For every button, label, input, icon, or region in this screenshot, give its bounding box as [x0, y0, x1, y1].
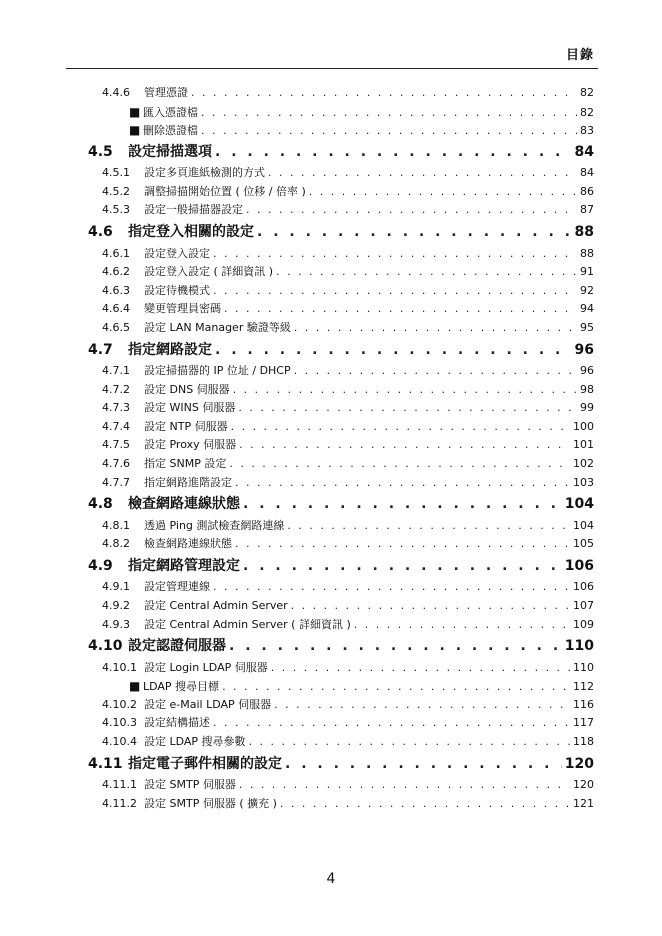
toc-subsection-row [102, 201, 594, 220]
toc-title: 設定 Proxy 伺服器 [144, 438, 237, 452]
toc-number: 4.7.2 [102, 382, 130, 396]
toc-page-number: 109 [573, 617, 594, 631]
toc-subsection-row [102, 795, 594, 814]
toc-subsection-row [102, 245, 594, 264]
toc-page-number: 99 [580, 401, 594, 415]
table-of-contents [0, 84, 662, 813]
toc-subsection-row [102, 282, 594, 301]
toc-leader-dots [229, 634, 562, 659]
toc-section-row [88, 140, 594, 165]
toc-leader-dots [246, 201, 577, 220]
toc-subsection-row [102, 381, 594, 400]
toc-bullet-row [129, 677, 594, 696]
toc-number: 4.10.2 [102, 697, 137, 711]
toc-subsection-row [102, 714, 594, 733]
toc-title: 設定多頁進紙檢測的方式 [144, 166, 265, 180]
toc-page-number: 96 [580, 364, 594, 378]
toc-section-row [88, 220, 594, 245]
toc-leader-dots [268, 164, 577, 183]
toc-page-number: 82 [580, 105, 594, 119]
toc-number: 4.5.3 [102, 203, 130, 217]
toc-number: 4.8.2 [102, 537, 130, 551]
toc-subsection-row [102, 616, 594, 635]
toc-page-number: 118 [573, 735, 594, 749]
toc-page-number: 87 [580, 203, 594, 217]
toc-section-row [88, 752, 594, 777]
toc-number: 4.6.5 [102, 320, 130, 334]
toc-page-number: 91 [580, 265, 594, 279]
toc-subsection-row [102, 362, 594, 381]
toc-number: 4.5.1 [102, 166, 130, 180]
toc-title: 設定 SMTP 伺服器 [144, 778, 236, 792]
toc-page-number: 84 [580, 166, 594, 180]
toc-leader-dots [224, 300, 577, 319]
toc-number: 4.10 [88, 638, 123, 655]
toc-page-number: 103 [573, 475, 594, 489]
toc-subsection-row [102, 300, 594, 319]
toc-number: 4.9.3 [102, 617, 130, 631]
toc-number: 4.9.1 [102, 580, 130, 594]
toc-title: 設定掃描選項 [128, 143, 212, 160]
toc-number: 4.6.2 [102, 265, 130, 279]
toc-title: 變更管理員密碼 [144, 302, 221, 316]
toc-page-number: 117 [573, 716, 594, 730]
toc-leader-dots [257, 220, 572, 245]
bullet-marker: ■ [129, 104, 141, 119]
toc-number: 4.7.5 [102, 438, 130, 452]
toc-title: 設定 SMTP 伺服器 ( 擴充 ) [144, 796, 277, 810]
toc-title: 指定網路管理設定 [128, 557, 240, 574]
toc-title: 刪除憑證檔 [143, 124, 198, 138]
toc-page-number: 92 [580, 283, 594, 297]
toc-title: 設定待機模式 [144, 283, 210, 297]
toc-page-number: 112 [573, 680, 594, 694]
toc-number: 4.8.1 [102, 518, 130, 532]
toc-leader-dots [276, 263, 577, 282]
toc-number: 4.4.6 [102, 86, 130, 99]
toc-subsection-row [102, 659, 594, 678]
toc-page-number: 88 [574, 224, 594, 241]
page-number: 4 [326, 871, 336, 887]
toc-title: 設定認證伺服器 [128, 638, 226, 655]
toc-leader-dots [291, 597, 570, 616]
toc-title: 設定 DNS 伺服器 [144, 382, 230, 396]
toc-page-number: 120 [564, 755, 594, 772]
toc-title: 設定 Central Admin Server ( 詳細資訊 ) [144, 617, 351, 631]
toc-title: 設定 LAN Manager 驗證等級 [144, 320, 291, 334]
toc-subsection-row [102, 436, 594, 455]
toc-number: 4.6.3 [102, 283, 130, 297]
toc-title: LDAP 搜尋目標 [143, 680, 220, 694]
toc-leader-dots [287, 517, 570, 536]
toc-number: 4.7 [88, 341, 113, 358]
toc-page-number: 102 [573, 457, 594, 470]
toc-page-number: 95 [580, 320, 594, 334]
toc-title: 檢查網路連線狀態 [128, 496, 240, 513]
toc-bullet-row [129, 103, 594, 122]
toc-page-number: 116 [573, 697, 594, 711]
toc-section-row [88, 634, 594, 659]
toc-title: 指定登入相關的設定 [128, 224, 254, 241]
toc-leader-dots [294, 319, 577, 338]
toc-section-row [88, 492, 594, 517]
toc-subsection-row [102, 84, 594, 103]
toc-leader-dots [213, 245, 577, 264]
toc-title: 設定結構描述 [144, 716, 210, 730]
toc-title: 設定登入設定 [144, 246, 210, 260]
toc-subsection-row [102, 696, 594, 715]
toc-title: 設定 NTP 伺服器 [144, 419, 228, 433]
toc-subsection-row [102, 597, 594, 616]
toc-page-number: 101 [573, 438, 594, 452]
toc-number: 4.10.4 [102, 735, 137, 749]
toc-page-number: 86 [580, 184, 594, 198]
toc-title: 匯入憑證檔 [143, 105, 198, 119]
toc-subsection-row [102, 164, 594, 183]
toc-number: 4.11.2 [102, 796, 137, 810]
toc-title: 設定 WINS 伺服器 [144, 401, 236, 415]
bullet-marker: ■ [129, 123, 141, 138]
toc-leader-dots [354, 616, 570, 635]
toc-number: 4.11 [88, 755, 123, 772]
toc-leader-dots [294, 362, 577, 381]
toc-number: 4.6 [88, 224, 113, 241]
toc-page-number: 94 [580, 302, 594, 316]
toc-title: 設定 e-Mail LDAP 伺服器 [144, 697, 272, 711]
toc-leader-dots [229, 455, 570, 474]
toc-page-number: 82 [580, 86, 594, 99]
toc-leader-dots [271, 659, 570, 678]
toc-leader-dots [249, 733, 570, 752]
toc-leader-dots [191, 84, 577, 103]
toc-leader-dots [274, 696, 570, 715]
toc-number: 4.7.7 [102, 475, 130, 489]
toc-page-number: 104 [573, 518, 594, 532]
toc-title: 設定掃描器的 IP 位址 / DHCP [144, 364, 291, 378]
toc-subsection-row [102, 455, 594, 474]
toc-title: 調整掃描開始位置 ( 位移 / 倍率 ) [144, 184, 306, 198]
header-divider [66, 68, 598, 69]
toc-page-number: 104 [564, 496, 594, 513]
toc-subsection-row [102, 578, 594, 597]
toc-page-number: 100 [573, 419, 594, 433]
toc-number: 4.9.2 [102, 598, 130, 612]
toc-title: 指定網路進階設定 [144, 475, 232, 489]
toc-leader-dots [215, 338, 572, 363]
toc-page-number: 105 [573, 537, 594, 551]
toc-subsection-row [102, 418, 594, 437]
toc-number: 4.6.4 [102, 302, 130, 316]
toc-leader-dots [280, 795, 570, 814]
toc-page-number: 88 [580, 246, 594, 260]
toc-section-row [88, 338, 594, 363]
toc-page-number: 83 [580, 124, 594, 138]
toc-subsection-row [102, 776, 594, 795]
toc-subsection-row [102, 183, 594, 202]
toc-page-number: 98 [580, 382, 594, 396]
toc-leader-dots [213, 282, 577, 301]
toc-number: 4.7.4 [102, 419, 130, 433]
toc-number: 4.5 [88, 143, 113, 160]
toc-leader-dots [239, 436, 570, 455]
toc-title: 透過 Ping 測試檢查網路連線 [144, 518, 285, 532]
toc-leader-dots [239, 776, 570, 795]
toc-page-number: 120 [573, 778, 594, 792]
toc-leader-dots [309, 183, 577, 202]
toc-section-row [88, 554, 594, 579]
toc-number: 4.7.3 [102, 401, 130, 415]
toc-leader-dots [215, 140, 572, 165]
toc-number: 4.6.1 [102, 246, 130, 260]
toc-leader-dots [285, 752, 562, 777]
bullet-marker: ■ [129, 679, 141, 694]
toc-leader-dots [213, 714, 570, 733]
toc-number: 4.5.2 [102, 184, 130, 198]
page-header-title: 目錄 [565, 48, 594, 63]
toc-title: 設定一般掃描器設定 [144, 203, 243, 217]
toc-page-number: 106 [573, 580, 594, 594]
toc-subsection-row [102, 399, 594, 418]
toc-leader-dots [233, 381, 577, 400]
toc-title: 設定管理連線 [144, 580, 210, 594]
toc-number: 4.11.1 [102, 778, 137, 792]
toc-page-number: 107 [573, 598, 594, 612]
toc-number: 4.10.1 [102, 660, 137, 674]
toc-leader-dots [201, 104, 577, 123]
toc-number: 4.7.1 [102, 364, 130, 378]
toc-title: 指定網路設定 [128, 341, 212, 358]
toc-subsection-row [102, 263, 594, 282]
toc-page-number: 106 [564, 557, 594, 574]
toc-number: 4.7.6 [102, 457, 130, 470]
toc-leader-dots [222, 678, 570, 697]
toc-subsection-row [102, 535, 594, 554]
toc-title: 設定 Central Admin Server [144, 598, 288, 612]
toc-page-number: 110 [564, 638, 594, 655]
toc-page-number: 121 [573, 796, 594, 810]
toc-title: 設定 LDAP 搜尋參數 [144, 735, 246, 749]
toc-number: 4.8 [88, 496, 113, 513]
toc-leader-dots [243, 492, 562, 517]
toc-title: 設定登入設定 ( 詳細資訊 ) [144, 265, 274, 279]
toc-title: 設定 Login LDAP 伺服器 [144, 660, 268, 674]
toc-number: 4.10.3 [102, 716, 137, 730]
toc-leader-dots [213, 578, 570, 597]
toc-title: 管理憑證 [144, 86, 188, 99]
toc-bullet-row [129, 121, 594, 140]
toc-title: 指定 SNMP 設定 [144, 457, 227, 470]
toc-page-number: 110 [573, 660, 594, 674]
toc-leader-dots [201, 122, 577, 141]
toc-subsection-row [102, 733, 594, 752]
toc-subsection-row [102, 474, 594, 493]
toc-leader-dots [243, 554, 562, 579]
toc-leader-dots [238, 399, 577, 418]
toc-title: 指定電子郵件相關的設定 [128, 755, 282, 772]
toc-page-number: 96 [574, 341, 594, 358]
toc-title: 檢查網路連線狀態 [144, 537, 232, 551]
toc-subsection-row [102, 319, 594, 338]
toc-page-number: 84 [574, 143, 594, 160]
toc-leader-dots [231, 418, 570, 437]
toc-number: 4.9 [88, 557, 113, 574]
toc-leader-dots [235, 474, 570, 493]
toc-leader-dots [235, 535, 570, 554]
toc-subsection-row [102, 517, 594, 536]
